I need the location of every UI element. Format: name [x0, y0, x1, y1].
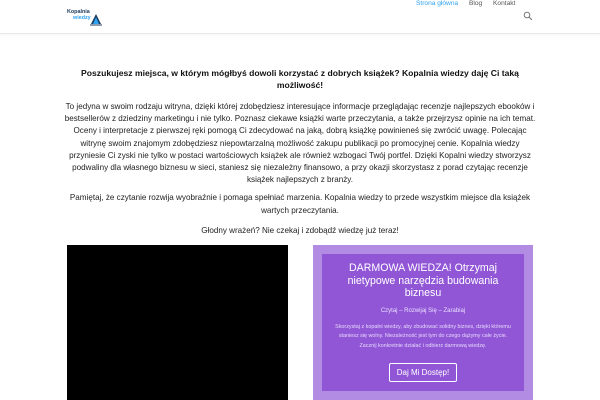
- nav-item-contact[interactable]: Kontakt: [493, 0, 516, 7]
- intro-paragraph: To jedyna w swoim rodzaju witryna, dzięki której zdobędziesz interesujące informacje przeglądając recenzje najlepszych ebooków i bestsellerów z dziedziny marketingu i nie tylko. Poznasz ciekawe książki warte przeczytania, a także przejrzysz opinie na ich temat. Oceny i interpretacje z pierwszej ręki pomogą Ci zdecydować na jaką, dobrą książkę powinieneś się zwrócić uwagę. Polecając witrynę swoim znajomym zdobędziesz niepowtarzalną możliwość zakupu publikacji po promocyjnej cenie. Kopalnia wiedzy przyniesie Ci zyski nie tylko w postaci wartościowych książek ale również wzbogaci Twój portfel. Dzięki Kopalni wiedzy stworzysz podwaliny dla własnego biznesu w sieci, staniesz się niezależny finansowo, a przy okazji skorzystasz z porad czytając recenzje książek najlepszych z branży.: [64, 102, 536, 185]
- nav-item-home[interactable]: Strona główna: [416, 0, 459, 7]
- main-content: [62, 67, 538, 237]
- logo-line2: wiedzy: [73, 15, 91, 21]
- logo-text: [67, 9, 91, 21]
- nav-item-blog[interactable]: Blog: [469, 0, 483, 7]
- logo-line1: Kopalnia: [67, 9, 90, 15]
- get-access-button[interactable]: Daj Mi Dostęp!: [389, 363, 457, 382]
- promo-title: DARMOWA WIEDZA! Otrzymaj nietypowe narzędzia budowania biznesu: [347, 262, 499, 299]
- reminder-paragraph: Pamiętaj, że czytanie rozwija wyobraźnie i pomaga spełniać marzenia. Kopalnia wiedzy to przede wszystkim miejsce dla książek wartych przeczytania.: [69, 193, 531, 215]
- search-icon[interactable]: [523, 11, 533, 21]
- call-to-action-text: Głodny wrażeń? Nie czekaj i zdobądź wiedzę już teraz!: [201, 225, 399, 235]
- promo-subtitle: Czytaj – Rozwijaj Się – Zarabiaj: [380, 307, 466, 314]
- book-icon: [89, 10, 103, 26]
- site-header: [0, 0, 600, 34]
- site-logo[interactable]: [67, 8, 105, 28]
- promo-box: [313, 245, 533, 400]
- video-player[interactable]: [67, 245, 288, 400]
- promo-description: Skorzystaj z kopalni wiedzy, aby zbudować solidny biznes, dzięki któremu staniesz się wolny. Niezależność jest tym do czego dążymy całe życie. Zacznij konkretnie działać i odbierz darmową wiedzę.: [335, 323, 511, 349]
- page-headline: Poszukujesz miejsca, w którym mógłbyś dowoli korzystać z dobrych książek? Kopalnia wiedzy daję Ci taką możliwość!: [81, 68, 519, 90]
